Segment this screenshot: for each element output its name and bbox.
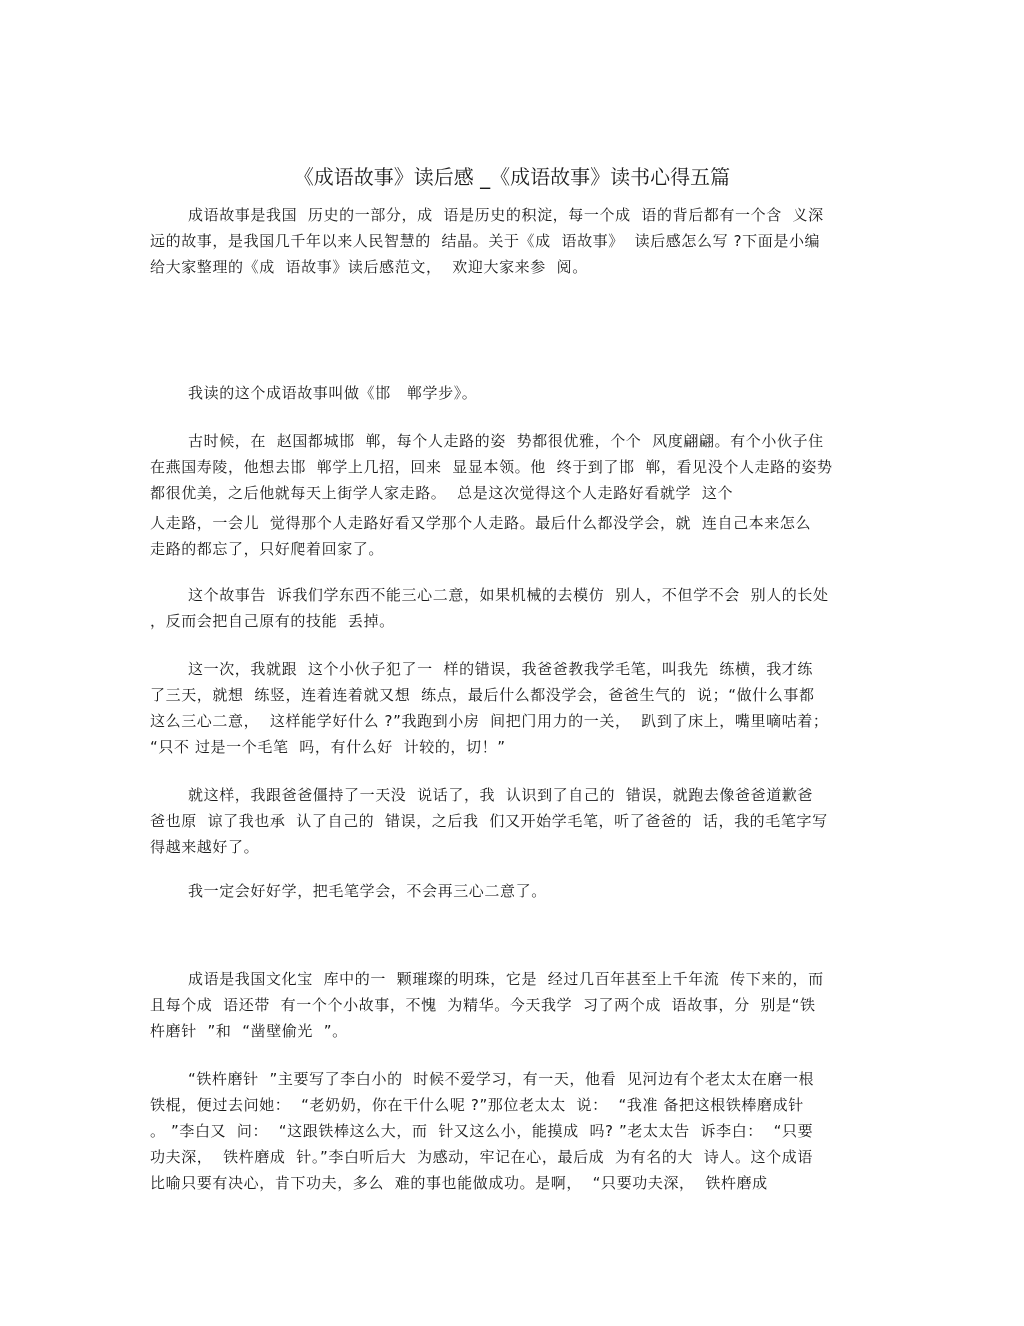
paragraph-line: 比喻只要有决心，肯下功夫，多么 难的事也能做成功。是啊， “只要功夫深， 铁杵磨成	[150, 1174, 768, 1192]
paragraph-line: “只不 过是一个毛笔 吗，有什么好 计较的，切！”	[150, 738, 506, 756]
paragraph-line: 人走路，一会儿 觉得那个人走路好看又学那个人走路。最后什么都没学会，就 连自己本来怎么	[150, 514, 812, 532]
paragraph-line: “铁杵磨针 ”主要写了李白小的 时候不爱学习，有一天，他看 见河边有个老太太在磨一根	[188, 1070, 815, 1088]
paragraph-line: 。 ”李白又 问： “这跟铁棒这么大，而 针又这么小，能摸成 吗? ”老太太告 诉李白： “只要	[150, 1122, 814, 1140]
paragraph-line: 就这样，我跟爸爸僵持了一天没 说话了，我 认识到了自己的 错误，就跑去像爸爸道歉爸	[188, 786, 814, 804]
paragraph-line: 这么三心二意， 这样能学好什么 ?”我跑到小房 间把门用力的一关， 趴到了床上，嘴里嘀咕着；	[150, 712, 829, 730]
paragraph-line: 功夫深， 铁杵磨成 针。”李白听后大 为感动，牢记在心，最后成 为有名的大 诗人。这个成语	[150, 1148, 813, 1166]
paragraph-line: 爸也原 谅了我也承 认了自己的 错误，之后我 们又开始学毛笔，听了爸爸的 话，我的毛笔字写	[150, 812, 828, 830]
intro-line: 成语故事是我国 历史的一部分，成 语是历史的积淀，每一个成 语的背后都有一个含 义深	[188, 206, 824, 224]
document-title: 《成语故事》读后感 _《成语故事》读书心得五篇	[293, 165, 731, 189]
paragraph-line: ，反而会把自己原有的技能 丢掉。	[150, 612, 395, 630]
intro-line: 给大家整理的《成 语故事》读后感范文， 欢迎大家来参 阅。	[150, 258, 588, 276]
paragraph-line: 铁棍，便过去问她： “老奶奶，你在干什么呢 ?”那位老太太 说： “我准 备把这根铁棒磨成针	[150, 1096, 804, 1114]
paragraph-line: 得越来越好了。	[150, 838, 260, 856]
paragraph-line: 了三天，就想 练竖，连着连着就又想 练点，最后什么都没学会，爸爸生气的 说；“做什么事都	[150, 686, 815, 704]
paragraph-line: 杵磨针 ”和 “凿壁偷光 ”。	[150, 1022, 348, 1040]
paragraph-line: 这一次，我就跟 这个小伙子犯了一 样的错误，我爸爸教我学毛笔，叫我先 练横，我才练	[188, 660, 814, 678]
paragraph-line: 成语是我国文化宝 库中的一 颗璀璨的明珠，它是 经过几百年甚至上千年流 传下来的，而	[188, 970, 824, 988]
paragraph-line: 我一定会好好学，把毛笔学会，不会再三心二意了。	[188, 882, 547, 900]
paragraph-line: 都很优美，之后他就每天上街学人家走路。 总是这次觉得这个人走路好看就学 这个	[150, 484, 734, 502]
paragraph-line: 走路的都忘了，只好爬着回家了。	[150, 540, 385, 558]
paragraph-line: 且每个成 语还带 有一个个小故事，不愧 为精华。今天我学 习了两个成 语故事，分 别是“铁	[150, 996, 816, 1014]
intro-line: 远的故事，是我国几千年以来人民智慧的 结晶。关于《成 语故事》 读后感怎么写 ?下面是小编	[150, 232, 821, 250]
paragraph-line: 我读的这个成语故事叫做《邯 郸学步》。	[188, 384, 478, 402]
paragraph-line: 古时候，在 赵国都城邯 郸，每个人走路的姿 势都很优雅，个个 风度翩翩。有个小伙子住	[188, 432, 824, 450]
paragraph-line: 这个故事告 诉我们学东西不能三心二意，如果机械的去模仿 别人，不但学不会 别人的长处	[188, 586, 829, 604]
paragraph-line: 在燕国寿陵，他想去邯 郸学上几招，回来 显显本领。他 终于到了邯 郸，看见没个人走路的姿势	[150, 458, 833, 476]
